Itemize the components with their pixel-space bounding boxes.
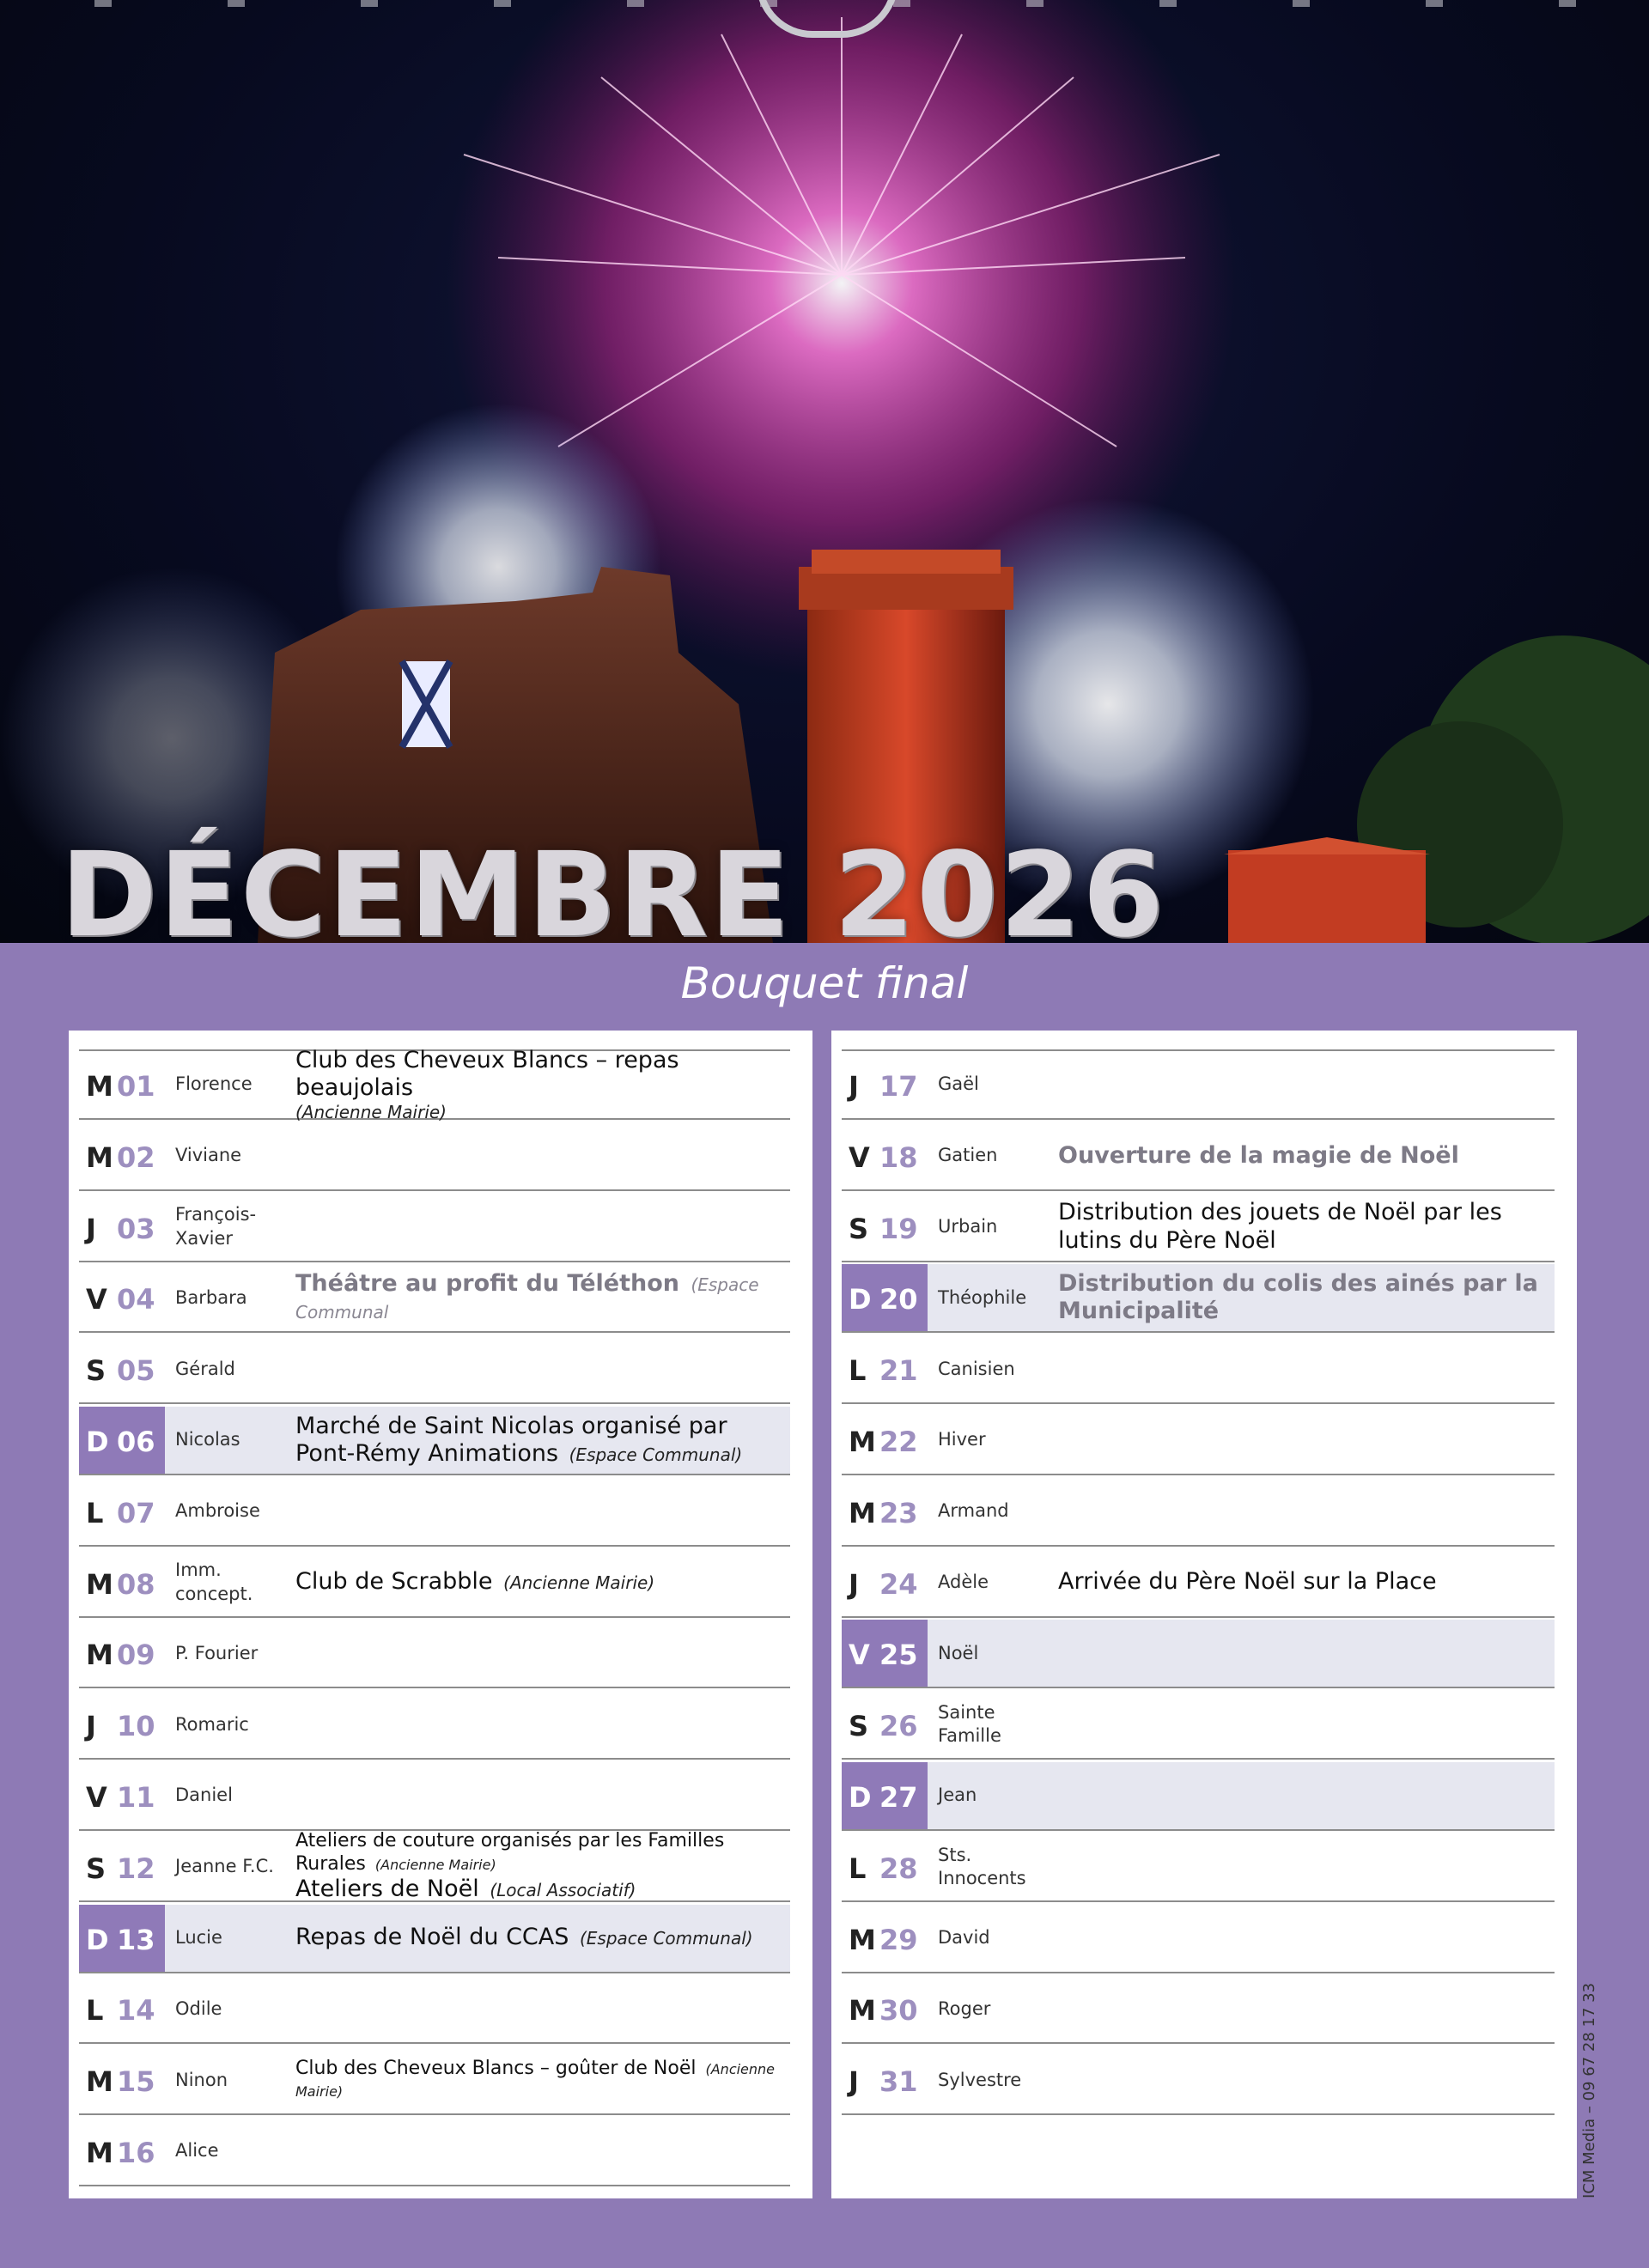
saint-name: Daniel (175, 1785, 233, 1806)
saint-name: Théophile (938, 1286, 1027, 1308)
day-number: 13 (117, 1923, 155, 1956)
event-cell (1058, 1122, 1549, 1189)
day-number: 10 (117, 1710, 155, 1743)
day-number: 29 (879, 1923, 918, 1956)
weekday-letter: S (86, 1851, 106, 1885)
weekday-letter: J (849, 2065, 859, 2099)
event-cell (295, 1407, 785, 1474)
printer-credit: ICM Media – 09 67 28 17 33 (1580, 1982, 1598, 2198)
day-number: 18 (879, 1140, 918, 1174)
day-number: 14 (117, 1994, 155, 2028)
day-number: 23 (879, 1496, 918, 1529)
day-row (842, 1691, 1555, 1760)
event-location: (Espace Communal) (569, 1444, 743, 1465)
day-number: 16 (117, 2137, 155, 2169)
day-cell (842, 2046, 928, 2113)
day-number: 27 (879, 1781, 918, 1814)
day-row (842, 1762, 1555, 1831)
weekday-letter: M (86, 1567, 113, 1601)
saint-name: Armand (938, 1500, 1009, 1522)
day-number: 30 (879, 1994, 918, 2028)
day-row (842, 1549, 1555, 1618)
day-row (79, 2046, 790, 2115)
weekday-letter: L (849, 1851, 867, 1885)
event-cell (1058, 1264, 1549, 1331)
calendar-column-left (69, 1031, 812, 2198)
calendar-column-right (831, 1031, 1577, 2198)
day-number: 12 (117, 1851, 155, 1885)
page-subtitle: Bouquet final (680, 958, 969, 1008)
day-row (79, 1335, 790, 1404)
event-cell (295, 1830, 785, 1902)
day-cell (842, 1264, 928, 1331)
saint-name: Romaric (175, 1713, 249, 1735)
event-location: (Espace Communal) (579, 1928, 753, 1949)
saint-name: Roger (938, 1997, 991, 2019)
event-cell (295, 2046, 785, 2113)
event-text: Distribution du colis des ainés par la Municipalité (1058, 1270, 1538, 1325)
weekday-letter: M (86, 1639, 113, 1672)
weekday-letter: V (849, 1140, 870, 1174)
day-row (842, 1478, 1555, 1547)
day-cell (79, 1691, 165, 1758)
saint-name: Gaël (938, 1073, 979, 1095)
event-location: (Ancienne Mairie) (374, 1856, 496, 1873)
day-row (79, 2118, 790, 2186)
day-cell (842, 1620, 928, 1687)
weekday-letter: D (86, 1923, 109, 1956)
event-text: Ateliers de couture organisés par les Familles Rurales (295, 1830, 725, 1875)
day-number: 08 (117, 1567, 155, 1601)
day-number: 19 (879, 1212, 918, 1245)
day-number: 26 (879, 1710, 918, 1743)
day-number: 17 (879, 1070, 918, 1103)
day-row (842, 1833, 1555, 1902)
weekday-letter: M (849, 1923, 876, 1956)
day-number: 21 (879, 1354, 918, 1388)
day-number: 01 (117, 1070, 155, 1103)
weekday-letter: L (86, 1496, 104, 1529)
event-cell (295, 1905, 785, 1972)
day-row (842, 1194, 1555, 1262)
day-number: 15 (117, 2065, 155, 2099)
day-number: 02 (117, 1140, 155, 1174)
day-cell (79, 1975, 165, 2042)
weekday-letter: D (849, 1781, 872, 1814)
weekday-letter: D (86, 1426, 109, 1458)
saint-name: Noël (938, 1642, 979, 1663)
day-number: 31 (879, 2065, 918, 2099)
event-cell (1058, 1549, 1549, 1616)
day-row (79, 1762, 790, 1831)
day-cell (79, 1264, 165, 1331)
weekday-letter: J (86, 1212, 96, 1245)
day-row (842, 1407, 1555, 1475)
event-text: Club des Cheveux Blancs – repas beaujolais (295, 1046, 679, 1101)
day-cell (842, 1122, 928, 1189)
day-cell (842, 1762, 928, 1829)
weekday-letter: V (86, 1781, 107, 1814)
event-location: (Espace Communal (295, 1274, 759, 1323)
day-row (842, 1620, 1555, 1688)
day-number: 04 (117, 1283, 155, 1316)
weekday-letter: M (86, 1140, 113, 1174)
saint-name: Imm. concept. (175, 1560, 253, 1604)
event-cell (295, 1549, 785, 1616)
weekday-letter: M (849, 1496, 876, 1529)
day-number: 03 (117, 1212, 155, 1245)
day-cell (842, 1833, 928, 1900)
day-number: 05 (117, 1354, 155, 1388)
day-cell (842, 1335, 928, 1402)
saint-name: Gérald (175, 1358, 235, 1379)
event-text: Arrivée du Père Noël sur la Place (1058, 1568, 1437, 1596)
day-number: 11 (117, 1781, 155, 1814)
day-number: 20 (879, 1283, 918, 1316)
day-cell (79, 1549, 165, 1616)
day-cell (79, 1905, 165, 1972)
saint-name: Nicolas (175, 1429, 240, 1450)
day-cell (79, 1478, 165, 1545)
day-cell (842, 1905, 928, 1972)
day-cell (842, 1051, 928, 1118)
weekday-letter: D (849, 1283, 872, 1316)
weekday-letter: S (849, 1710, 869, 1743)
event-location: (Ancienne Mairie) (295, 2060, 776, 2101)
day-cell (79, 2118, 165, 2185)
day-cell (842, 1194, 928, 1261)
day-cell (842, 1691, 928, 1758)
day-row (79, 1122, 790, 1191)
saint-name: Odile (175, 1997, 222, 2019)
saint-name: Sylvestre (938, 2069, 1022, 2090)
day-cell (79, 1122, 165, 1189)
weekday-letter: S (86, 1354, 106, 1388)
saint-name: Ambroise (175, 1500, 260, 1522)
day-row (842, 1051, 1555, 1120)
day-cell (79, 1407, 165, 1474)
day-cell (79, 1194, 165, 1261)
saint-name: Gatien (938, 1145, 998, 1166)
weekday-letter: M (86, 2137, 113, 2169)
weekday-letter: J (849, 1070, 859, 1103)
weekday-letter: M (849, 1994, 876, 2028)
day-cell (79, 1620, 165, 1687)
weekday-letter: J (86, 1710, 96, 1743)
day-cell (79, 2046, 165, 2113)
event-cell (295, 1046, 785, 1123)
day-row (842, 2046, 1555, 2115)
event-text: Ateliers de Noël (295, 1876, 479, 1902)
weekday-letter: J (849, 1567, 859, 1601)
weekday-letter: V (849, 1639, 870, 1672)
day-row (79, 1691, 790, 1760)
day-row (79, 1194, 790, 1262)
day-number: 07 (117, 1496, 155, 1529)
day-row (79, 1264, 790, 1333)
saint-name: Lucie (175, 1926, 222, 1948)
day-row (79, 1620, 790, 1688)
day-row (79, 1407, 790, 1475)
header-photo (0, 0, 1649, 943)
weekday-letter: S (849, 1212, 869, 1245)
saint-name: Adèle (938, 1571, 989, 1592)
day-row (79, 1549, 790, 1618)
saint-name: David (938, 1926, 990, 1948)
event-text: Ouverture de la magie de Noël (1058, 1141, 1459, 1169)
saint-name: P. Fourier (175, 1642, 259, 1663)
day-number: 28 (879, 1851, 918, 1885)
day-number: 22 (879, 1426, 918, 1458)
weekday-letter: M (849, 1426, 876, 1458)
day-row (79, 1905, 790, 1973)
day-cell (79, 1762, 165, 1829)
day-cell (79, 1335, 165, 1402)
event-cell (1058, 1194, 1549, 1261)
saint-name: François-Xavier (175, 1204, 257, 1249)
saint-name: Ninon (175, 2069, 228, 2090)
day-row (79, 1478, 790, 1547)
day-cell (79, 1051, 165, 1118)
event-location: (Local Associatif) (490, 1880, 636, 1900)
day-row (79, 1975, 790, 2044)
weekday-letter: M (86, 2065, 113, 2099)
saint-name: Jeanne F.C. (175, 1856, 274, 1877)
event-text: Marché de Saint Nicolas organisé par Pont-Rémy Animations (295, 1412, 727, 1467)
day-number: 24 (879, 1567, 918, 1601)
saint-name: Florence (175, 1073, 253, 1095)
saint-name: Urbain (938, 1215, 998, 1237)
day-row (842, 1122, 1555, 1191)
weekday-letter: V (86, 1283, 107, 1316)
event-text: Club des Cheveux Blancs – goûter de Noël (295, 2057, 697, 2079)
saint-name: Hiver (938, 1429, 986, 1450)
day-cell (842, 1478, 928, 1545)
fireworks-castle-image (0, 0, 1649, 943)
weekday-letter: L (86, 1994, 104, 2028)
event-location: (Ancienne Mairie) (295, 1102, 447, 1123)
day-number: 09 (117, 1639, 155, 1672)
saint-name: Sts. Innocents (938, 1844, 1026, 1888)
day-row (79, 1046, 790, 1123)
event-text: Distribution des jouets de Noël par les lutins du Père Noël (1058, 1199, 1502, 1254)
event-location: (Ancienne Mairie) (503, 1572, 655, 1594)
event-text: Club de Scrabble (295, 1568, 493, 1596)
month-title: DÉCEMBRE 2026 (60, 828, 1165, 943)
event-text: Théâtre au profit du Téléthon (295, 1270, 680, 1297)
day-cell (79, 1833, 165, 1900)
day-row (842, 1264, 1555, 1333)
day-cell (842, 1975, 928, 2042)
day-number: 25 (879, 1639, 918, 1672)
event-text: Repas de Noël du CCAS (295, 1924, 569, 1951)
day-row (842, 1905, 1555, 1973)
saint-name: Jean (938, 1785, 977, 1806)
saint-name: Canisien (938, 1358, 1015, 1379)
day-row (79, 1830, 790, 1902)
saint-name: Sainte Famille (938, 1701, 1001, 1747)
day-row (842, 1335, 1555, 1404)
event-cell (295, 1264, 785, 1331)
day-row (842, 1975, 1555, 2044)
day-cell (842, 1407, 928, 1474)
weekday-letter: M (86, 1070, 113, 1103)
saint-name: Barbara (175, 1286, 247, 1308)
day-cell (842, 1549, 928, 1616)
saint-name: Alice (175, 2140, 219, 2162)
day-number: 06 (117, 1426, 155, 1458)
saint-name: Viviane (175, 1145, 242, 1166)
weekday-letter: L (849, 1354, 867, 1388)
